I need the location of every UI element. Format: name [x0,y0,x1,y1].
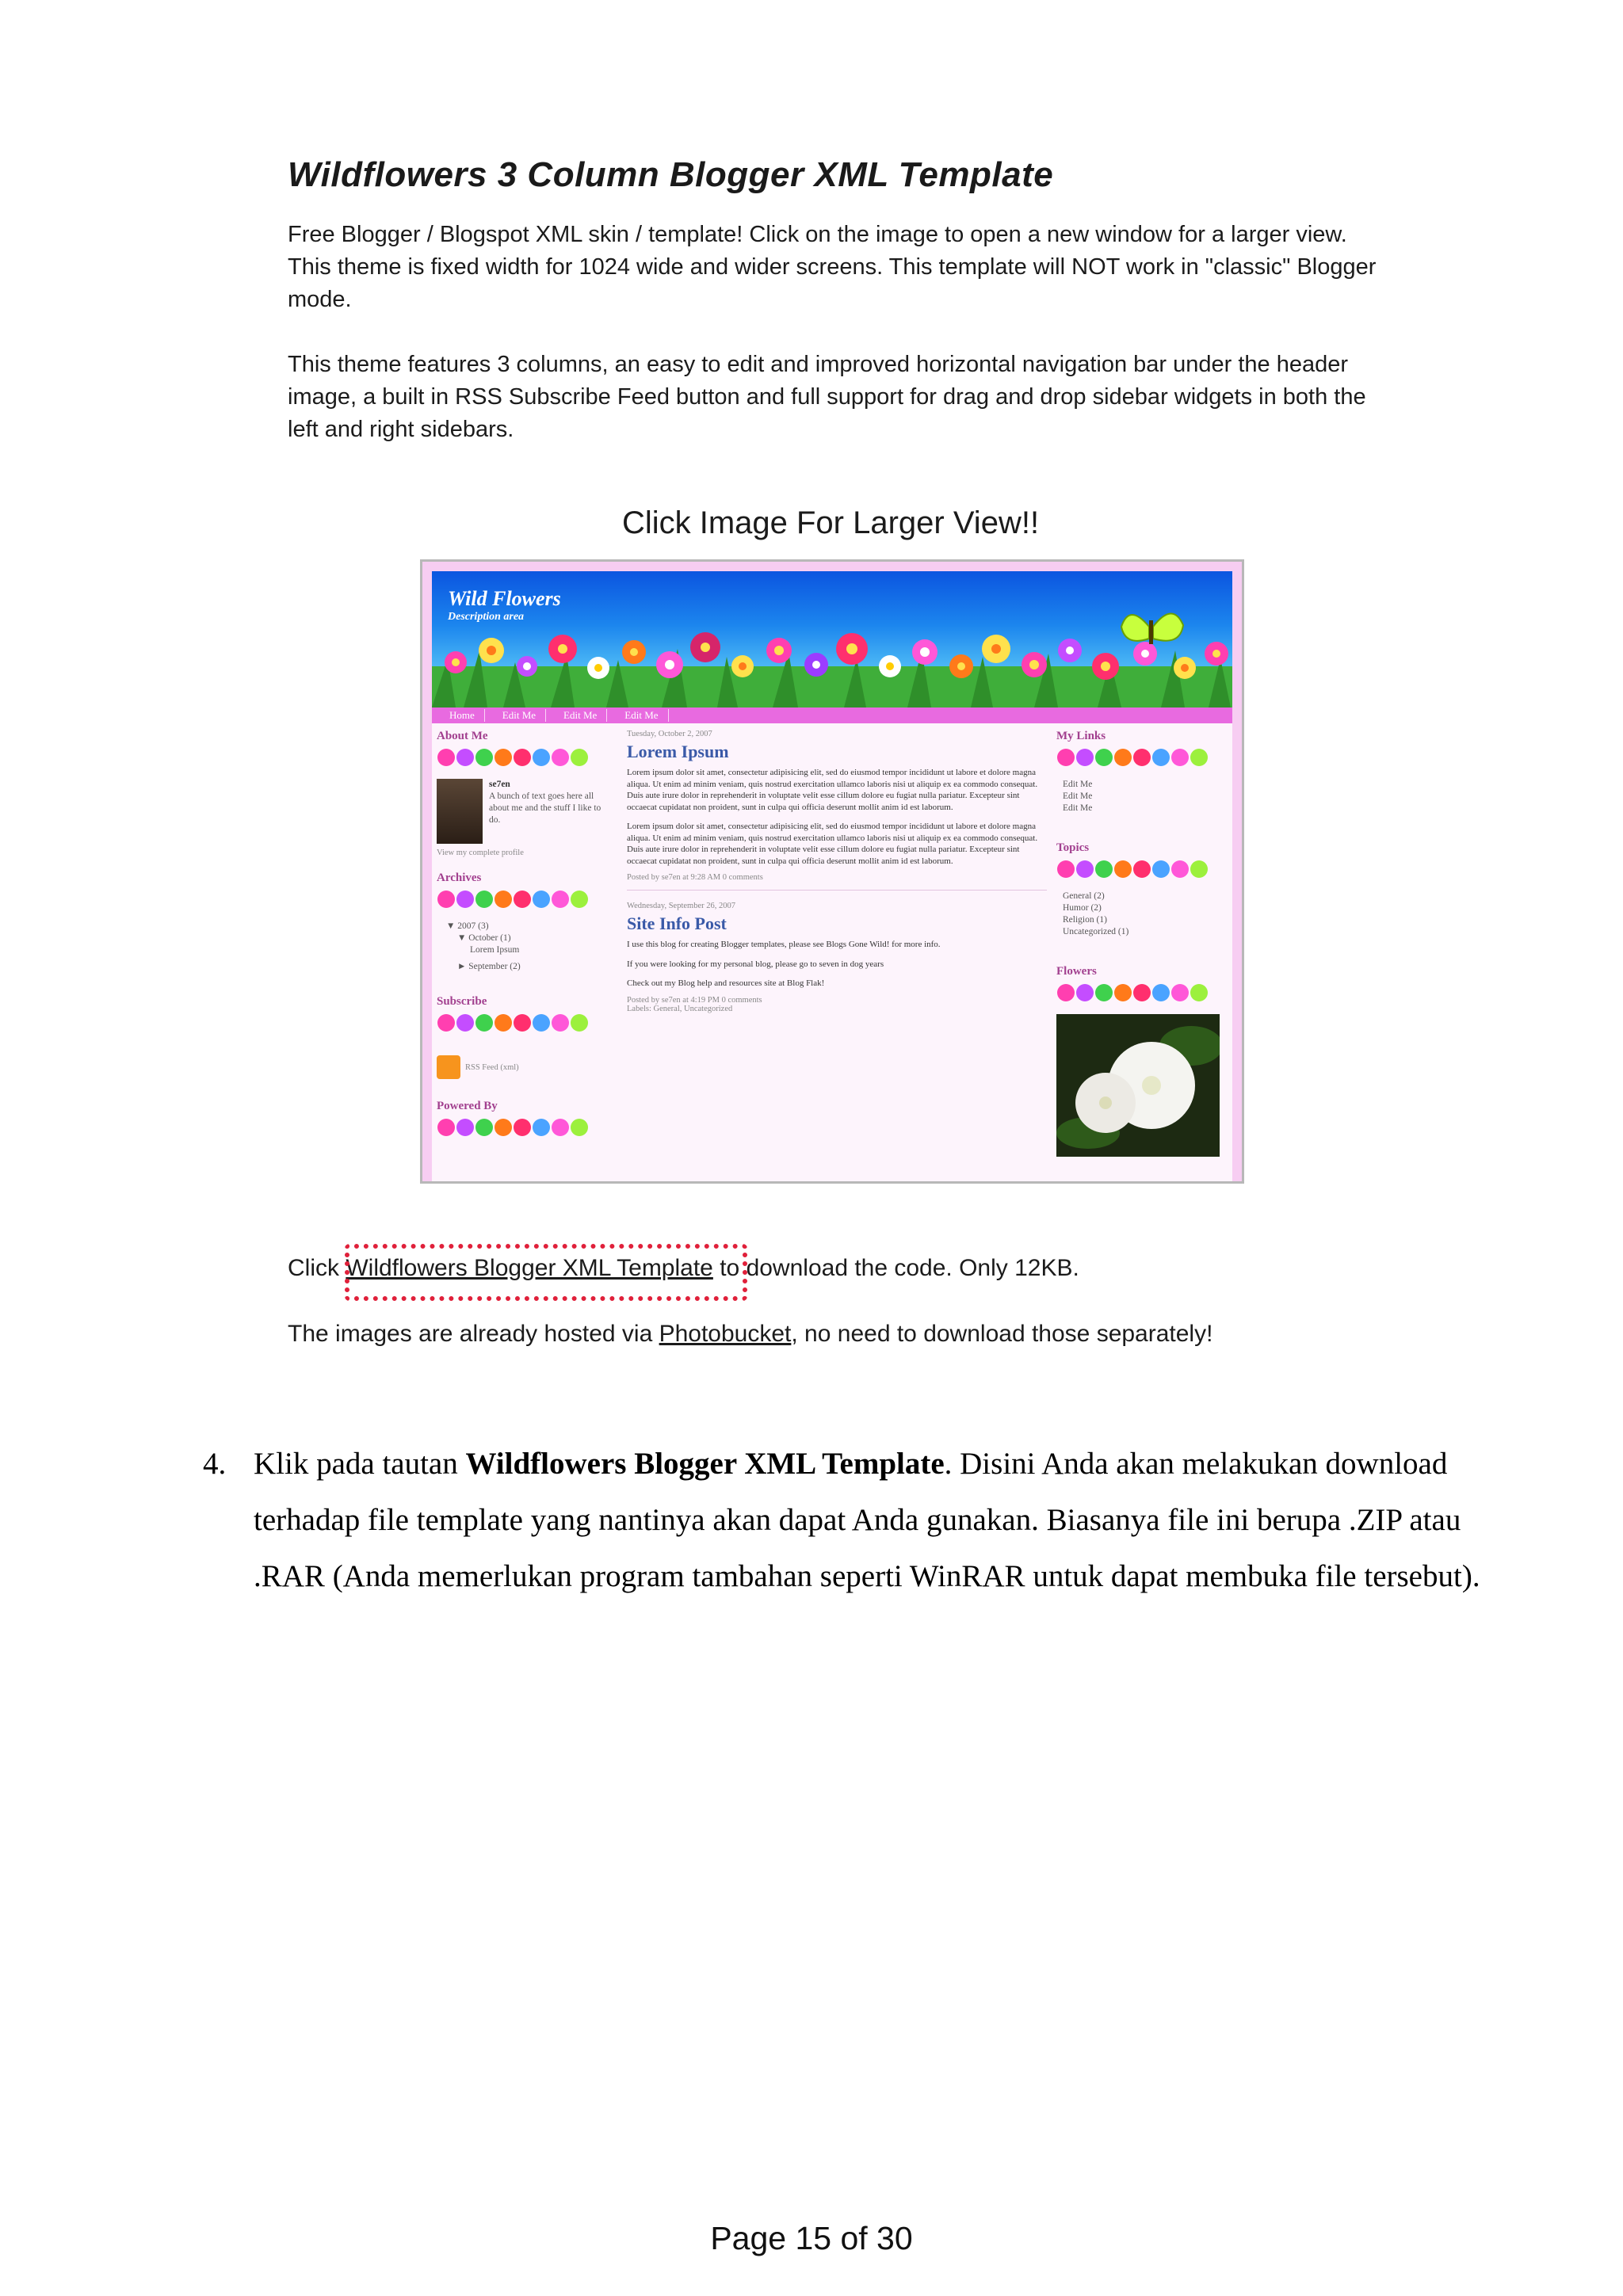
topics-widget-title: Topics [1056,841,1090,854]
download-prefix: Click [288,1255,346,1281]
preview-nav-home: Home [440,709,485,722]
post-body-line: Check out my Blog help and resources site at Blog Flak! [627,978,825,988]
preview-right-sidebar [1056,730,1226,1161]
post-body-paragraph: Lorem ipsum dolor sit amet, consectetur adipisicing elit, sed do eiusmod tempor incididunt ut labore et dolore magna aliqua. Ut enim ad minim veniam, quis nostrud exercitation ullamco laboris nisi ut aliquip ex ea commodo consequat. Duis aute irure dolor in reprehenderit in voluptate velit esse cillum dolore eu fugiat nulla pariatur. Excepteur sint occaecat cupidatat non proident, sunt in culpa qui officia deserunt mollit anim id est laborum. [627,822,1038,866]
preview-navbar [432,707,1232,723]
topic-item: General (2) [1063,891,1105,901]
archive-september: ► September (2) [457,962,521,971]
preview-nav-item: Edit Me [615,709,668,722]
flower-photo [1056,1014,1220,1157]
template-features-paragraph: This theme features 3 columns, an easy to edit and improved horizontal navigation bar under the header image, a built in RSS Subscribe Feed button and full support for drag and drop sidebar widgets in both the left and right sidebars. [288,352,1366,442]
post-title: Lorem Ipsum [627,742,729,761]
template-title: Wildflowers 3 Column Blogger XML Template [288,155,1054,194]
link-item: Edit Me [1063,791,1093,801]
powered-widget-title: Powered By [437,1100,498,1112]
post-body-paragraph: Lorem ipsum dolor sit amet, consectetur adipisicing elit, sed do eiusmod tempor incididunt ut labore et dolore magna aliqua. Ut enim ad minim veniam, quis nostrud exercitation ullamco laboris nisi ut aliquip ex ea commodo consequat. Duis aute irure dolor in reprehenderit in voluptate velit esse cillum dolore eu fugiat nulla pariatur. Excepteur sint occaecat cupidatat non proident, sunt in culpa qui officia deserunt mollit anim id est laborum. [627,768,1038,812]
flowers-widget-title: Flowers [1056,965,1097,978]
click-image-caption: Click Image For Larger View!! [621,505,1040,540]
page-number: Page 15 of 30 [710,2220,913,2256]
avatar [437,779,483,844]
template-description-paragraph: Free Blogger / Blogspot XML skin / template! Click on the image to open a new window for a larger view. This theme is fixed width for 1024 wide and wider screens. This template will NOT work in "classic" Blogger mode. [288,222,1377,312]
step-text [254,1436,1518,1604]
preview-blog-description: Description area [448,611,525,623]
link-highlight-box [345,1244,747,1301]
archives-widget-title: Archives [437,871,482,884]
download-suffix: to download the code. Only 12KB. [712,1255,1079,1281]
post-date: Tuesday, October 2, 2007 [627,730,712,738]
author-name: se7en [489,780,510,789]
profile-link: View my complete profile [437,849,524,857]
hosting-note [288,1321,1212,1348]
step-text-before: Klik pada tautan [254,1447,466,1481]
step-number: 4. [203,1447,227,1481]
post-title: Site Info Post [627,913,727,933]
hosted-suffix: , no need to download those separately! [791,1321,1213,1347]
flower-divider [437,746,595,769]
post-footer: Posted by se7en at 4:19 PM 0 comments [627,995,762,1005]
preview-blog-title: Wild Flowers [448,587,561,610]
topic-item: Uncategorized (1) [1063,927,1129,936]
preview-nav-item: Edit Me [493,709,546,722]
archive-month: ▼ October (1) [457,933,511,943]
preview-main-column [627,730,1047,1013]
preview-left-sidebar [437,730,603,1149]
archive-year: ▼ 2007 (3) [446,921,489,931]
post-labels: Labels: General, Uncategorized [627,1004,733,1013]
wildflowers-template-link[interactable]: Wildflowers Blogger XML Template [346,1255,713,1281]
hosted-prefix: The images are already hosted via [288,1321,659,1347]
template-preview-image[interactable] [420,559,1244,1184]
flower-divider [437,1012,595,1034]
step-text-after: . Disini Anda akan melakukan download terhadap file template yang nantinya akan dapat Anda gunakan. Biasanya file ini berupa .ZIP atau .RAR (Anda memerlukan program tambahan seperti WinRAR untuk dapat membuka file tersebut). [254,1447,1480,1593]
link-item: Edit Me [1063,780,1093,789]
about-widget-title: About Me [437,730,488,742]
preview-page [432,571,1232,1181]
topic-item: Humor (2) [1063,903,1102,913]
step-text-bold: Wildflowers Blogger XML Template [465,1447,945,1481]
topic-item: Religion (1) [1063,915,1107,925]
flower-divider [1056,858,1215,880]
preview-nav-item: Edit Me [554,709,607,722]
rss-feed-label: RSS Feed (xml) [465,1062,519,1072]
flower-divider [1056,746,1215,769]
flower-divider [437,888,595,910]
rss-icon [437,1055,460,1079]
preview-header-banner [432,571,1232,707]
wildflower-field-graphic [432,571,1232,707]
flower-divider [1056,982,1215,1004]
links-widget-title: My Links [1056,730,1106,742]
post-date: Wednesday, September 26, 2007 [627,902,735,910]
subscribe-widget-title: Subscribe [437,995,487,1008]
photobucket-link[interactable]: Photobucket [659,1321,792,1347]
post-footer: Posted by se7en at 9:28 AM 0 comments [627,873,1047,891]
flower-divider [437,1116,595,1138]
butterfly-graphic [1121,613,1183,644]
archive-post: Lorem Ipsum [470,945,520,955]
author-bio: A bunch of text goes here all about me and the stuff I like to do. [489,791,601,825]
post-body-line: If you were looking for my personal blog, please go to seven in dog years [627,959,884,969]
post-body-line: I use this blog for creating Blogger templates, please see Blogs Gone Wild! for more info. [627,940,941,949]
link-item: Edit Me [1063,803,1093,813]
